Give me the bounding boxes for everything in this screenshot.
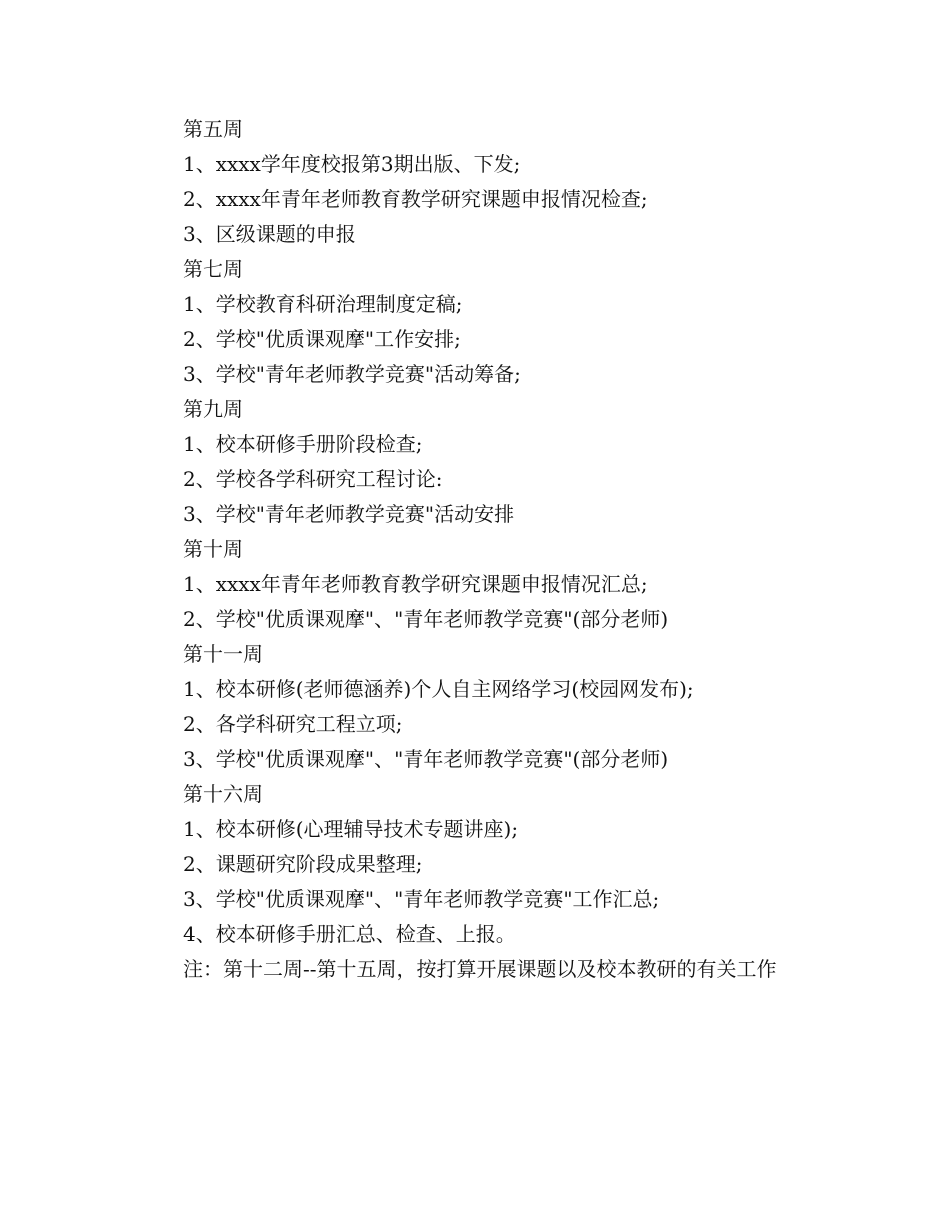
document-body (140, 112, 820, 987)
list-item: 1、xxxx年青年老师教育教学研究课题申报情况汇总; (183, 572, 648, 596)
list-item: 3、学校"优质课观摩"、"青年老师教学竞赛"(部分老师) (183, 747, 669, 771)
list-item: 3、区级课题的申报 (183, 222, 356, 246)
list-item: 2、各学科研究工程立项; (183, 712, 403, 736)
list-item: 1、学校教育科研治理制度定稿; (183, 292, 463, 316)
list-item: 3、学校"青年老师教学竞赛"活动安排 (183, 502, 515, 526)
list-item: 2、学校"优质课观摩"、"青年老师教学竞赛"(部分老师) (183, 607, 669, 631)
week-heading: 第十周 (183, 537, 243, 561)
week-heading: 第五周 (183, 117, 243, 141)
list-item: 1、校本研修手册阶段检查; (183, 432, 423, 456)
list-item: 2、学校各学科研究工程讨论: (183, 467, 443, 491)
list-item: 2、学校"优质课观摩"工作安排; (183, 327, 461, 351)
list-item: 4、校本研修手册汇总、检查、上报。 (183, 922, 516, 946)
list-item: 3、学校"优质课观摩"、"青年老师教学竞赛"工作汇总; (183, 887, 660, 911)
list-item: 2、课题研究阶段成果整理; (183, 852, 423, 876)
list-item: 3、学校"青年老师教学竞赛"活动筹备; (183, 362, 521, 386)
week-heading: 第七周 (183, 257, 243, 281)
week-heading: 第十六周 (183, 782, 263, 806)
footnote: 注：第十二周--第十五周，按打算开展课题以及校本教研的有关工作 (183, 957, 777, 981)
list-item: 1、xxxx学年度校报第3期出版、下发; (183, 152, 521, 176)
list-item: 2、xxxx年青年老师教育教学研究课题申报情况检查; (183, 187, 648, 211)
list-item: 1、校本研修(心理辅导技术专题讲座); (183, 817, 519, 841)
week-heading: 第九周 (183, 397, 243, 421)
list-item: 1、校本研修(老师德涵养)个人自主网络学习(校园网发布); (183, 677, 694, 701)
week-heading: 第十一周 (183, 642, 263, 666)
